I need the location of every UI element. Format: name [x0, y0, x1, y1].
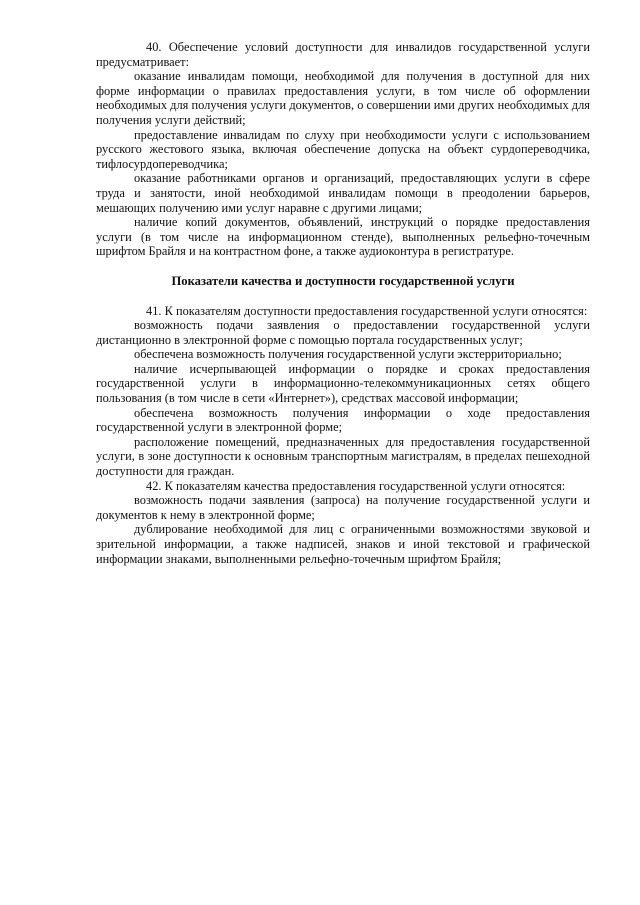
section-40-item: оказание работниками органов и организаций, предоставляющих услуги в сфере труда и занятости, иной необходимой инвалидам помощи в преодолении барьеров, мешающих получению ими услуг наравне с другими лицами;	[96, 171, 590, 215]
section-42-intro: 42. К показателям качества предоставления государственной услуги относятся:	[146, 478, 566, 493]
section-41-intro: 41. К показателям доступности предоставления государственной услуги относятся:	[146, 303, 588, 318]
section-42-item: возможность подачи заявления (запроса) на получение государственной услуги и документов к нему в электронной форме;	[96, 493, 590, 522]
section-40-item: предоставление инвалидам по слуху при необходимости услуги с использованием русского жестового языка, включая обеспечение допуска на объект сурдопереводчика, тифлосурдопереводчика;	[96, 127, 590, 171]
section-40-intro: 40. Обеспечение условий доступности для инвалидов государственной услуги предусматривает:	[96, 40, 590, 69]
section-41-item: расположение помещений, предназначенных для предоставления государственной услуги, в зоне доступности к основным транспортным магистралям, в пределах пешеходной доступности для граждан.	[96, 434, 590, 479]
section-41-item: обеспечена возможность получения информации о ходе предоставления государственной услуги в электронной форме;	[96, 405, 590, 435]
document-page	[96, 40, 590, 566]
section-41-item: обеспечена возможность получения государственной услуги экстерриториально;	[134, 347, 562, 362]
section-41-item: наличие исчерпывающей информации о порядке и сроках предоставления государственной услуги в информационно-телекоммуникационных сетях общего пользования (в том числе в сети «Интернет»), средствах массовой информации;	[96, 361, 590, 406]
section-42-item: дублирование необходимой для лиц с ограниченными возможностями звуковой и зрительной информации, а также надписей, знаков и иной текстовой и графической информации знаками, выполненными рельефно-точечным шрифтом Брайля;	[96, 522, 590, 566]
section-heading: Показатели качества и доступности государственной услуги	[171, 273, 515, 288]
section-40-item: оказание инвалидам помощи, необходимой для получения в доступной для них форме информации о правилах предоставления услуги, в том числе об оформлении необходимых для получения услуги документов, о совершении ими других необходимых для получения услуги действий;	[96, 69, 590, 127]
section-40-item: наличие копий документов, объявлений, инструкций о порядке предоставления услуги (в том числе на информационном стенде), выполненных рельефно-точечным шрифтом Брайля и на контрастном фоне, а также аудиоконтура в регистратуре.	[96, 215, 590, 259]
section-41-item: возможность подачи заявления о предоставлении государственной услуги дистанционно в электронной форме с помощью портала государственных услуг;	[96, 318, 590, 347]
